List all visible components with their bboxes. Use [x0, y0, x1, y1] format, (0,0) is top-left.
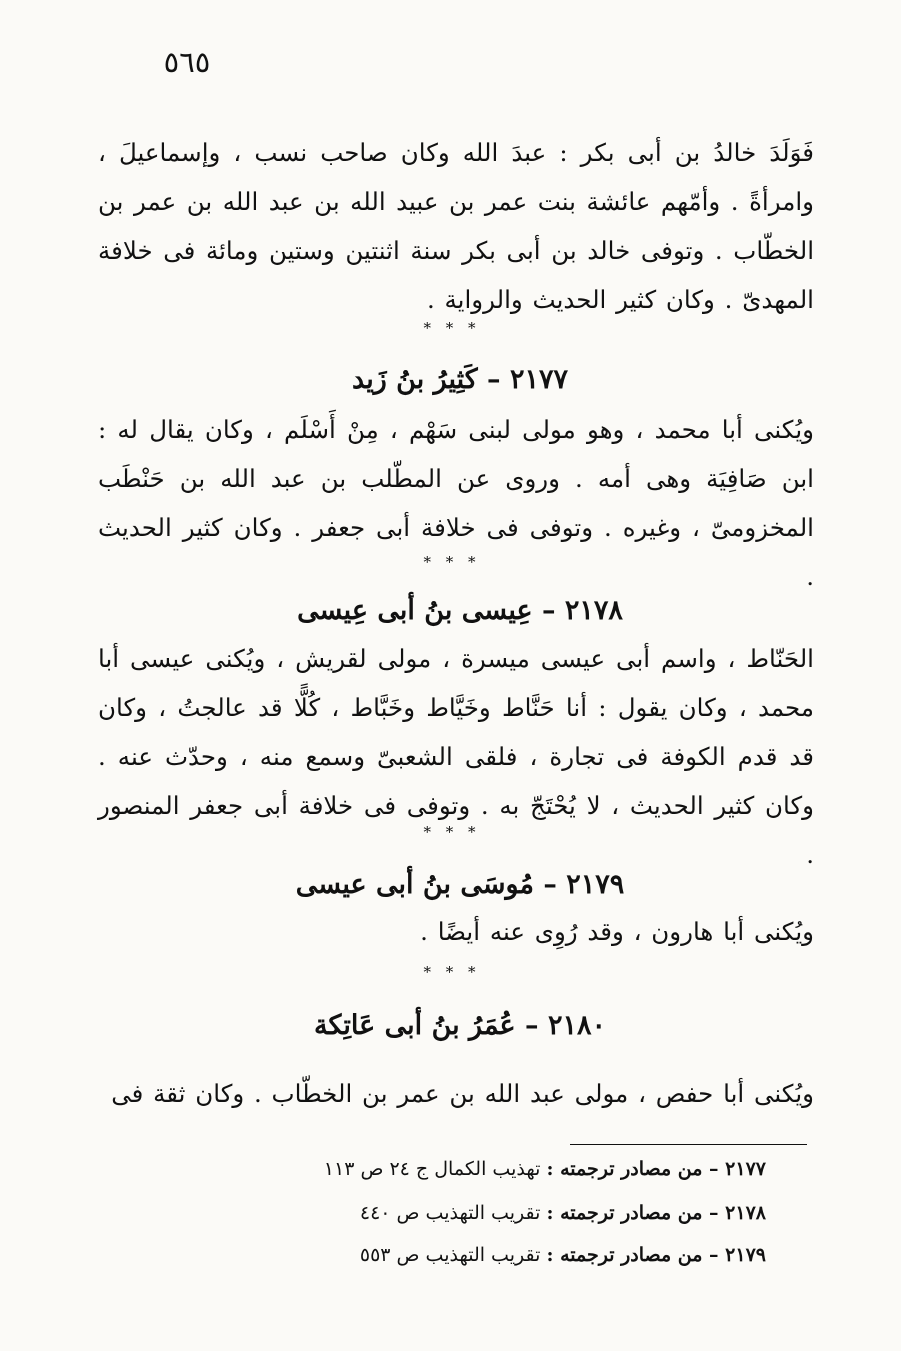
entry-text: ويُكنى أبا محمد ، وهو مولى لبنى سَهْم ، مِنْ أَسْلَم ، وكان يقال له : ابن صَافِيَة وهى أمه . وروى عن المطّلب بن عبد الله بن حَنْطَب المخزومىّ ، وغيره . وتوفى فى خلافة أبى جعفر . وكان كثير الحديث .: [98, 415, 814, 591]
entry-heading: ٢١٨٠ – عُمَرُ بنُ أبى عَاتِكة: [314, 1010, 606, 1041]
entry-text: ويُكنى أبا هارون ، وقد رُوِى عنه أيضًا .: [420, 917, 814, 946]
footnote-source: تهذيب الكمال ج ٢٤ ص ١١٣: [323, 1158, 541, 1180]
footnote-source: تقريب التهذيب ص ٤٤٠: [359, 1202, 541, 1224]
separator: * * *: [423, 963, 481, 981]
page-number: ٥٦٥: [163, 45, 211, 79]
footnote-label: ٢١٧٩ – من مصادر ترجمته :: [546, 1244, 766, 1266]
entry-text: الحَنّاط ، واسم أبى عيسى ميسرة ، مولى لقريش ، ويُكنى عيسى أبا محمد ، وكان يقول : أنا حَنَّاط وخَيَّاط وخَبَّاط ، كُلًّا قد عالجتُ ، وكان قد قدم الكوفة فى تجارة ، فلقى الشعبىّ وسمع منه ، وحدّث عنه . وكان كثير الحديث ، لا يُحْتَجّ به . وتوفى فى خلافة أبى جعفر المنصور .: [98, 644, 814, 869]
separator: * * *: [423, 823, 481, 841]
entry-heading: ٢١٧٩ – مُوسَى بنُ أبى عيسى: [295, 869, 625, 900]
footnote: [260, 1155, 766, 1183]
entry-heading: ٢١٧٨ – عِيسى بنُ أبى عِيسى: [297, 595, 623, 626]
footnote-source: تقريب التهذيب ص ٥٥٣: [359, 1244, 541, 1266]
intro-paragraph: فَوَلَدَ خالدُ بن أبى بكر : عبدَ الله وكان صاحب نسب ، وإسماعيلَ ، وامرأةً . وأمّهم عائشة بنت عمر بن عبيد الله بن عبد الله بن عمر بن الخطّاب . وتوفى خالد بن أبى بكر سنة اثنتين وستين ومائة فى خلافة المهدىّ . وكان كثير الحديث والرواية .: [98, 138, 814, 314]
separator: * * *: [423, 553, 481, 571]
footnote: [260, 1199, 766, 1227]
footnote-label: ٢١٧٨ – من مصادر ترجمته :: [546, 1202, 766, 1224]
separator: * * *: [423, 319, 481, 337]
footnote-rule: [570, 1144, 807, 1145]
footnote-label: ٢١٧٧ – من مصادر ترجمته :: [546, 1158, 766, 1180]
entry-heading: ٢١٧٧ – كَثِيرُ بنُ زَيد: [352, 364, 568, 395]
entry-text: ويُكنى أبا حفص ، مولى عبد الله بن عمر بن الخطّاب . وكان ثقة فى: [111, 1079, 814, 1108]
footnote: [260, 1241, 766, 1269]
